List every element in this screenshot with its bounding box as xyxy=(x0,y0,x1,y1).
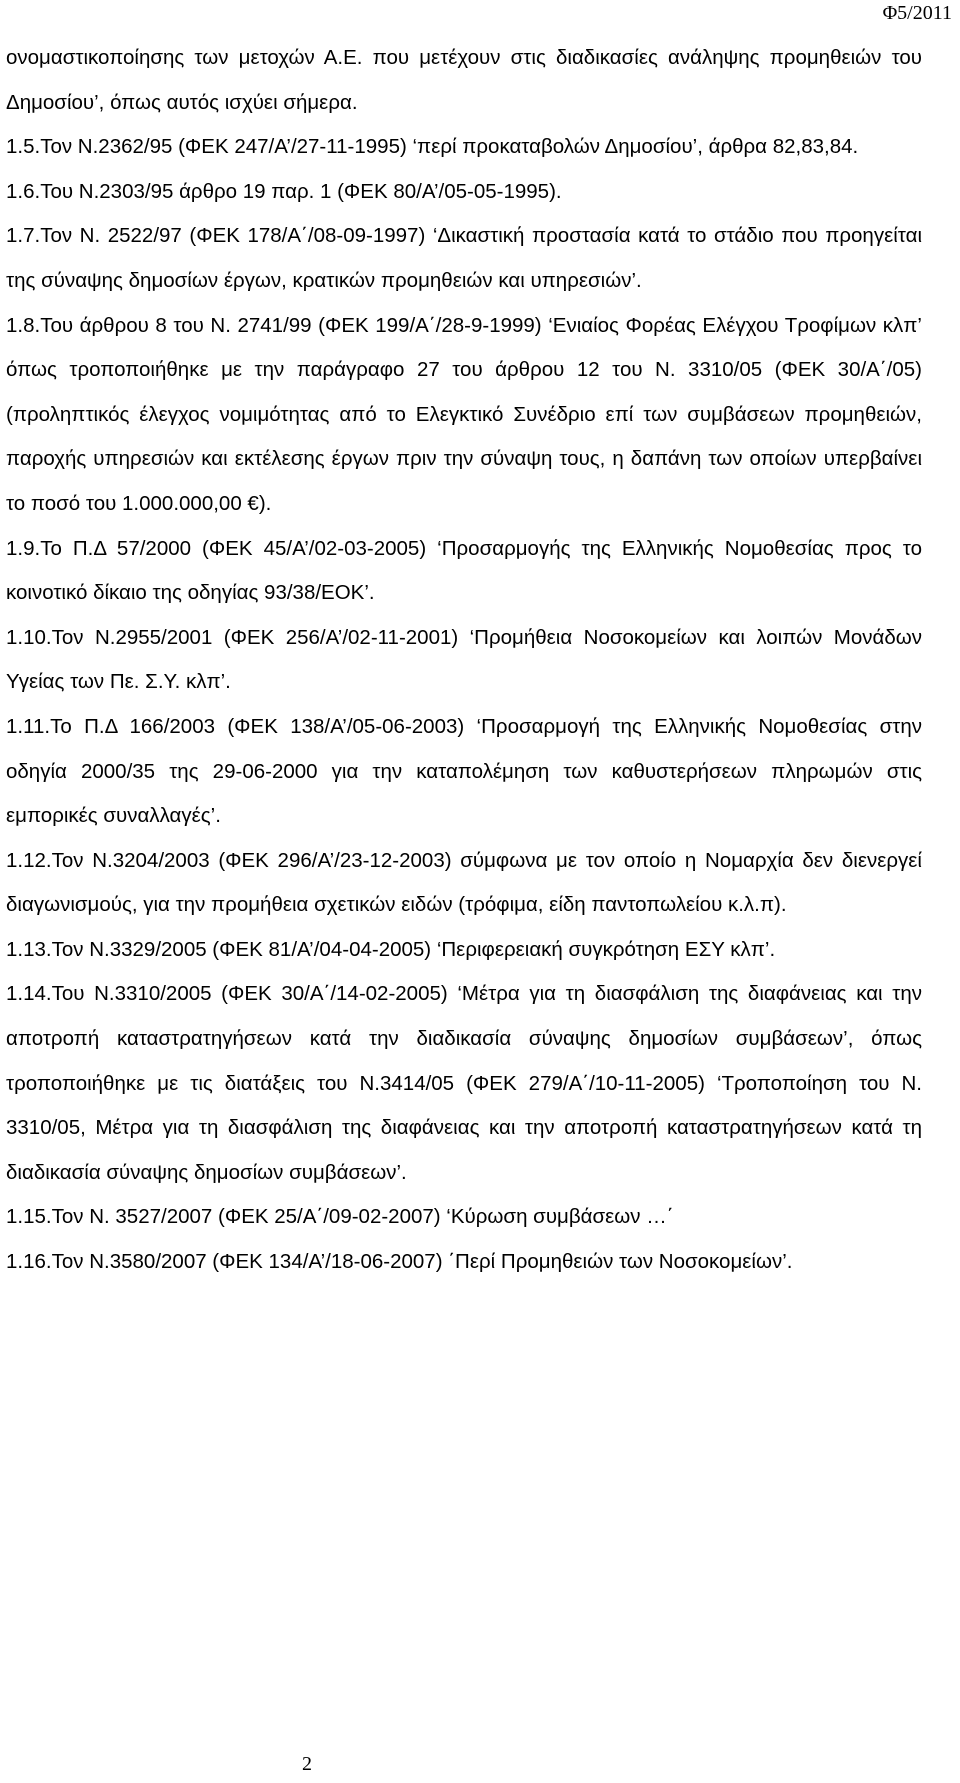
page-number: 2 xyxy=(302,1753,312,1775)
paragraph-1-15: 1.15.Τον Ν. 3527/2007 (ΦΕΚ 25/Α΄/09-02-2007) ‘Κύρωση συμβάσεων …΄ xyxy=(6,1205,674,1229)
paragraph-1-6: 1.6.Του Ν.2303/95 άρθρο 19 παρ. 1 (ΦΕΚ 80/Α’/05-05-1995). xyxy=(6,179,562,203)
paragraph-1-13: 1.13.Τον Ν.3329/2005 (ΦΕΚ 81/Α’/04-04-2005) ‘Περιφερειακή συγκρότηση ΕΣΥ κλπ’. xyxy=(6,937,776,961)
paragraph-1-7: 1.7.Τον Ν. 2522/97 (ΦΕΚ 178/Α΄/08-09-1997) ‘Δικαστική προστασία κατά το στάδιο που προηγείται της σύναψης δημοσίων έργων, κρατικών προμηθειών και υπηρεσιών’. xyxy=(6,224,922,292)
paragraph-1-8: 1.8.Του άρθρου 8 του Ν. 2741/99 (ΦΕΚ 199/Α΄/28-9-1999) ‘Ενιαίος Φορέας Ελέγχου Τροφίμων κλπ’ όπως τροποποιήθηκε με την παράγραφο 27 του άρθρου 12 του Ν. 3310/05 (ΦΕΚ 30/Α΄/05) (προληπτικός έλεγχος νομιμότητας από το Ελεγκτικό Συνέδριο επί των συμβάσεων προμηθειών, παροχής υπηρεσιών και εκτέλεσης έργων πριν την σύναψη τους, η δαπάνη των οποίων υπερβαίνει το ποσό του 1.000.000,00 €). xyxy=(6,313,922,515)
document-code: Φ5/2011 xyxy=(882,2,952,24)
paragraph-1-16: 1.16.Τον Ν.3580/2007 (ΦΕΚ 134/Α’/18-06-2007) ΄Περί Προμηθειών των Νοσοκομείων’. xyxy=(6,1250,793,1274)
paragraph-1-10: 1.10.Τον Ν.2955/2001 (ΦΕΚ 256/Α’/02-11-2001) ‘Προμήθεια Νοσοκομείων και λοιπών Μονάδων Υγείας των Πε. Σ.Υ. κλπ’. xyxy=(6,625,922,694)
paragraph-1-12: 1.12.Τον Ν.3204/2003 (ΦΕΚ 296/Α’/23-12-2003) σύμφωνα με τον οποίο η Νομαρχία δεν διενεργεί διαγωνισμούς, για την προμήθεια σχετικών ειδών (τρόφιμα, είδη παντοπωλείου κ.λ.π). xyxy=(6,848,922,917)
paragraph-continuation: ονομαστικοποίησης των μετοχών Α.Ε. που μετέχουν στις διαδικασίες ανάληψης προμηθειών του Δημοσίου’, όπως αυτός ισχύει σήμερα. xyxy=(6,46,922,114)
paragraph-1-11: 1.11.Το Π.Δ 166/2003 (ΦΕΚ 138/Α’/05-06-2003) ‘Προσαρμογή της Ελληνικής Νομοθεσίας στην οδηγία 2000/35 της 29-06-2000 για την καταπολέμηση των καθυστερήσεων πληρωμών στις εμπορικές συναλλαγές’. xyxy=(6,714,922,828)
document-body xyxy=(6,36,922,1285)
paragraph-1-14: 1.14.Του Ν.3310/2005 (ΦΕΚ 30/Α΄/14-02-2005) ‘Μέτρα για τη διασφάλιση της διαφάνειας και την αποτροπή καταστρατηγήσεων κατά την διαδικασία σύναψης δημοσίων συμβάσεων’, όπως τροποποιήθηκε με τις διατάξεις του Ν.3414/05 (ΦΕΚ 279/Α΄/10-11-2005) ‘Τροποποίηση του Ν. 3310/05, Μέτρα για τη διασφάλιση της διαφάνειας και την αποτροπή καταστρατηγήσεων κατά τη διαδικασία σύναψης δημοσίων συμβάσεων’. xyxy=(6,982,922,1184)
paragraph-1-5: 1.5.Τον Ν.2362/95 (ΦΕΚ 247/Α’/27-11-1995) ‘περί προκαταβολών Δημοσίου’, άρθρα 82,83,84. xyxy=(6,135,859,159)
paragraph-1-9: 1.9.Το Π.Δ 57/2000 (ΦΕΚ 45/Α’/02-03-2005) ‘Προσαρμογής της Ελληνικής Νομοθεσίας προς το κοινοτικό δίκαιο της οδηγίας 93/38/ΕΟΚ’. xyxy=(6,536,922,605)
